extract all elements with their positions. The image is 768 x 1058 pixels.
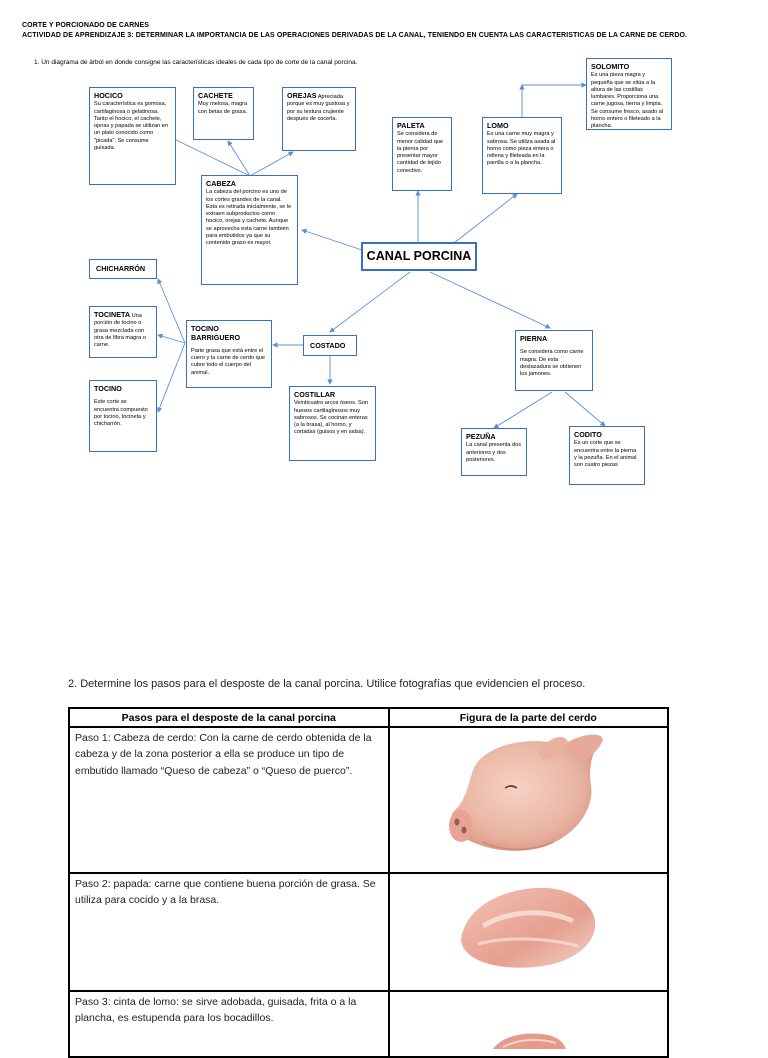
node-hocico-title: HOCICO xyxy=(94,91,123,100)
node-chicharron-title: CHICHARRÓN xyxy=(96,264,146,274)
connector-barriguero-tocino xyxy=(158,343,185,412)
node-paleta-title: PALETA xyxy=(397,121,425,130)
node-cachete-title: CACHETE xyxy=(198,91,233,100)
connector-cabeza-orejas xyxy=(250,152,293,176)
node-tocino xyxy=(89,380,157,452)
node-hocico xyxy=(89,87,176,185)
node-orejas-desc: Apreciada porque es muy gustosa y por su textura crujiente después de cocerla. xyxy=(287,94,350,122)
node-costado-title: COSTADO xyxy=(310,340,346,350)
step-3-figure xyxy=(389,991,668,1057)
node-cabeza-desc: La cabeza del porcino es uno de los cortes grandes de la canal. Esta es retirada inicialmente, se le extraen subproductos como hocico, orejas y cachete. Aunque se aprovecha esta carne también para embutidos ya que su contenido graso es mayor. xyxy=(206,189,292,247)
node-pezuna-desc: La canal presenta dos anteriores y dos posteriores. xyxy=(466,442,522,463)
table-row xyxy=(69,991,668,1057)
node-tocino-barriguero-title: TOCINO BARRIGUERO xyxy=(191,324,241,343)
step-1-figure xyxy=(389,727,668,873)
table-row xyxy=(69,727,668,873)
node-costado xyxy=(303,335,357,356)
node-tocino-barriguero-desc: Parte grasa que está entre el cuero y la carne de cerdo que cubre todo el cuerpo del animal. xyxy=(191,347,266,376)
node-cachete-desc: Muy melosa, magra con betas de grasa. xyxy=(198,101,248,115)
connector-barriguero-tocineta xyxy=(158,335,185,343)
node-cachete xyxy=(193,87,254,140)
activity-statement: ACTIVIDAD DE APRENDIZAJE 3: DETERMINAR LA IMPORTANCIA DE LAS OPERACIONES DERIVADAS DE LA CANAL, TENIENDO EN CUENTA LAS CARACTERISTICAS DE LA CARNE DE CERDO. xyxy=(22,32,688,39)
header-steps: Pasos para el desposte de la canal porcina xyxy=(69,708,389,727)
node-costillar xyxy=(289,386,376,461)
node-tocineta xyxy=(89,306,157,358)
node-tocineta-desc: Una porción de tocino o grasa mezclada con otra de fibra magra o carne. xyxy=(94,313,146,349)
step-2-text: Paso 2: papada: carne que contiene buena porción de grasa. Se utiliza para cocido y a la brasa. xyxy=(69,873,389,991)
node-paleta-desc: Se considera de menor calidad que la pierna por presentar mayor cantidad de tejido conectivo. xyxy=(397,131,444,174)
node-tocino-desc: Este corte se encuentra compuesto por tocino, tocineta y chicharrón. xyxy=(94,399,148,428)
node-solomito xyxy=(586,58,672,130)
table-header-row xyxy=(69,708,668,727)
table-row xyxy=(69,873,668,991)
node-cabeza-title: CABEZA xyxy=(206,179,236,188)
node-orejas-title: OREJAS xyxy=(287,91,317,100)
node-costillar-title: COSTILLAR xyxy=(294,390,336,399)
node-lomo xyxy=(482,117,562,194)
node-lomo-title: LOMO xyxy=(487,121,509,130)
node-tocino-title: TOCINO xyxy=(94,384,122,393)
node-codito xyxy=(569,426,645,485)
node-canal-porcina xyxy=(361,242,477,271)
connector-canal-lomo xyxy=(450,194,517,246)
node-cabeza xyxy=(201,175,298,285)
header-figure: Figura de la parte del cerdo xyxy=(389,708,668,727)
node-pezuna-title: PEZUÑA xyxy=(466,432,496,441)
node-codito-title: CODITO xyxy=(574,430,602,439)
node-canal-title: CANAL PORCINA xyxy=(366,249,472,264)
step-2-figure xyxy=(389,873,668,991)
node-pierna xyxy=(515,330,593,391)
connector-pierna-codito xyxy=(565,392,605,426)
connector-barriguero-chicharron xyxy=(158,279,185,343)
connector-pierna-pezuna xyxy=(494,392,552,428)
node-solomito-desc: Es una pieza magra y pequeña que se sitúa a la altura de las costillas lumbares. Proporciona una carne jugosa, tierna y limpia. Se consume fresco, asado al horno entero o fileteado a la plancha. xyxy=(591,72,664,130)
node-pierna-title: PIERNA xyxy=(520,334,548,343)
steps-table xyxy=(68,707,669,1058)
connector-canal-costado xyxy=(330,272,410,332)
loin-meat-photo xyxy=(488,1029,568,1049)
node-tocino-barriguero xyxy=(186,320,272,388)
node-hocico-desc: Su característica es gomosa, cartilaginosa o gelatinosa. Tanto el hocico, el cachete, ojeras y papada se utilizan en un plato conocido como "picada". Se consume guisada. xyxy=(94,101,169,151)
node-pierna-desc: Se considera como carne magra. De esta destazadura se obtienen los jamones. xyxy=(520,349,584,378)
node-paleta xyxy=(392,117,452,191)
node-chicharron xyxy=(89,259,157,279)
node-costillar-desc: Veinticuatro arcos óseos. Son huesos cartilaginosos muy sabrosos. Se cocinan enteras (a la brasa), al horno, y cortadas (guisos y en salsa). xyxy=(294,400,369,436)
node-codito-desc: Es un corte que se encuentra entre la pierna y la pezuña. En el animal son cuatro piezas xyxy=(574,440,637,469)
jowl-meat-photo xyxy=(453,876,603,976)
connector-canal-pierna xyxy=(430,272,550,328)
document-title: CORTE Y PORCIONADO DE CARNES xyxy=(22,22,150,29)
question-1: 1. Un diagrama de árbol en donde consigne las características ideales de cada tipo de corte de la canal porcina. xyxy=(34,59,358,66)
node-pezuna xyxy=(461,428,527,476)
node-orejas xyxy=(282,87,356,151)
step-1-text: Paso 1: Cabeza de cerdo: Con la carne de cerdo obtenida de la cabeza y de la zona posterior a ella se produce un tipo de embutido llamado “Queso de cabeza” o “Queso de puerco”. xyxy=(69,727,389,873)
pig-head-photo xyxy=(443,730,613,860)
node-lomo-desc: Es una carne muy magra y sabrosa. Se utiliza asada al horno como pieza entera o rellena y fileteada en la parrilla o a la plancha. xyxy=(487,131,556,167)
question-2: 2. Determine los pasos para el desposte de la canal porcina. Utilice fotografías que evidencien el proceso. xyxy=(68,678,586,690)
node-solomito-title: SOLOMITO xyxy=(591,62,630,71)
connector-canal-cabeza xyxy=(302,230,362,250)
node-tocineta-title: TOCINETA xyxy=(94,310,131,319)
step-3-text: Paso 3: cinta de lomo: se sirve adobada, guisada, frita o a la plancha, es estupenda para los bocadillos. xyxy=(69,991,389,1057)
